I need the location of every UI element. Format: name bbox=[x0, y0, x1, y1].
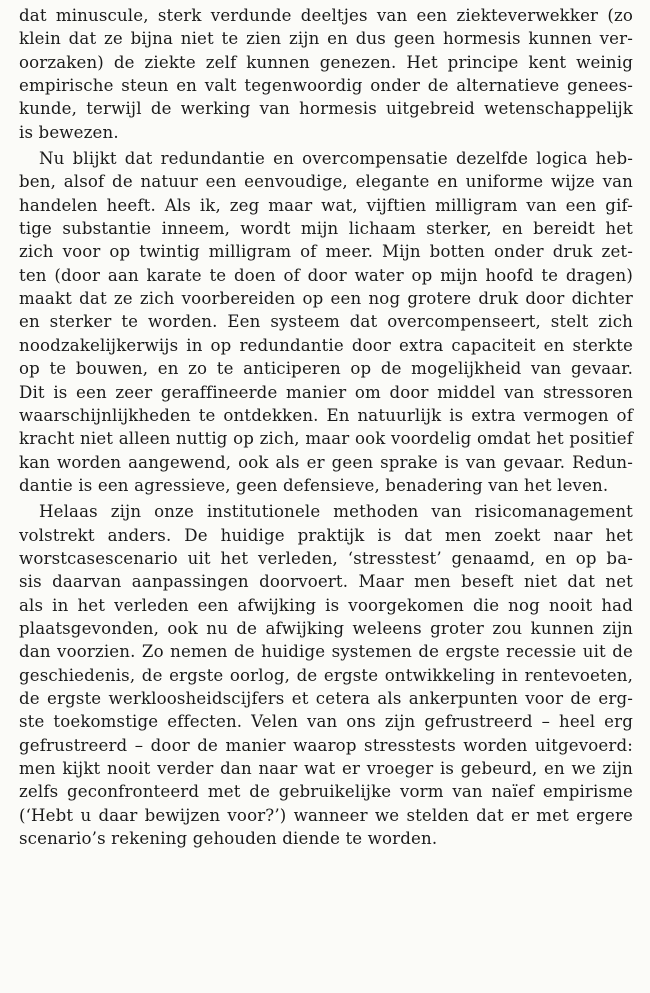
text-line: ten (door aan karate te doen of door water op mijn hoofd te dragen) bbox=[19, 265, 633, 285]
text-line: kunde, terwijl de werking van hormesis uitgebreid wetenschappelijk bbox=[19, 99, 633, 119]
text-line: dantie is een agressieve, geen defensieve, benadering van het leven. bbox=[19, 475, 609, 495]
text-line: geschiedenis, de ergste oorlog, de ergste ontwikkeling in rentevoeten, bbox=[19, 665, 633, 685]
text-line: waarschijnlijkheden te ontdekken. En natuurlijk is extra vermogen of bbox=[19, 405, 633, 425]
text-line: is bewezen. bbox=[19, 122, 119, 142]
text-line: tige substantie inneem, wordt mijn lichaam sterker, en bereidt het bbox=[19, 219, 633, 239]
text-line: (‘Hebt u daar bewijzen voor?’) wanneer we stelden dat er met ergere bbox=[19, 805, 633, 825]
text-line: kracht niet alleen nuttig op zich, maar ook voordelig omdat het positief bbox=[19, 429, 633, 449]
text-line: ben, alsof de natuur een eenvoudige, elegante en uniforme wijze van bbox=[19, 172, 633, 192]
text-line: zich voor op twintig milligram of meer. Mijn botten onder druk zet- bbox=[19, 242, 633, 262]
text-line: klein dat ze bijna niet te zien zijn en dus geen hormesis kunnen ver- bbox=[19, 29, 633, 49]
text-line: kan worden aangewend, ook als er geen sprake is van gevaar. Redun- bbox=[19, 452, 633, 472]
text-line: noodzakelijkerwijs in op redundantie door extra capaciteit en sterkte bbox=[19, 335, 633, 355]
text-line: zelfs geconfronteerd met de gebruikelijke vorm van naïef empirisme bbox=[19, 782, 633, 802]
text-line: gefrustreerd – door de manier waarop stresstests worden uitgevoerd: bbox=[19, 735, 633, 755]
text-line: dat minuscule, sterk verdunde deeltjes van een ziekteverwekker (zo bbox=[19, 6, 633, 25]
paragraph bbox=[19, 500, 633, 850]
text-line: maakt dat ze zich voorbereiden op een nog grotere druk door dichter bbox=[19, 289, 633, 309]
text-line: dan voorzien. Zo nemen de huidige systemen de ergste recessie uit de bbox=[19, 642, 633, 662]
paragraph bbox=[19, 4, 633, 144]
text-line: worstcasescenario uit het verleden, ‘stresstest’ genaamd, en op ba- bbox=[19, 548, 633, 568]
text-line: volstrekt anders. De huidige praktijk is dat men zoekt naar het bbox=[19, 525, 633, 545]
text-line: en sterker te worden. Een systeem dat overcompenseert, stelt zich bbox=[19, 312, 633, 332]
text-line: sis daarvan aanpassingen doorvoert. Maar men beseft niet dat net bbox=[19, 572, 633, 592]
text-line: ste toekomstige effecten. Velen van ons zijn gefrustreerd – heel erg bbox=[19, 712, 633, 732]
text-line: men kijkt nooit verder dan naar wat er vroeger is gebeurd, en we zijn bbox=[19, 759, 633, 778]
text-line: als in het verleden een afwijking is voorgekomen die nog nooit had bbox=[19, 595, 633, 615]
book-page bbox=[19, 4, 633, 850]
text-line: oorzaken) de ziekte zelf kunnen genezen. Het principe kent weinig bbox=[19, 52, 633, 72]
text-line: plaatsgevonden, ook nu de afwijking weleens groter zou kunnen zijn bbox=[19, 618, 633, 638]
text-line: scenario’s rekening gehouden diende te worden. bbox=[19, 829, 438, 849]
text-line: empirische steun en valt tegenwoordig onder de alternatieve genees- bbox=[19, 76, 633, 96]
text-line: op te bouwen, en zo te anticiperen op de mogelijkheid van gevaar. bbox=[19, 359, 633, 379]
paragraph bbox=[19, 147, 633, 497]
text-line: Dit is een zeer geraffineerde manier om door middel van stressoren bbox=[19, 382, 633, 402]
text-line: handelen heeft. Als ik, zeg maar wat, vijftien milligram van een gif- bbox=[19, 195, 633, 215]
text-line: Helaas zijn onze institutionele methoden van risicomanagement bbox=[39, 502, 633, 522]
text-line: Nu blijkt dat redundantie en overcompensatie dezelfde logica heb- bbox=[39, 149, 633, 169]
text-line: de ergste werkloosheidscijfers et cetera als ankerpunten voor de erg- bbox=[19, 688, 633, 708]
